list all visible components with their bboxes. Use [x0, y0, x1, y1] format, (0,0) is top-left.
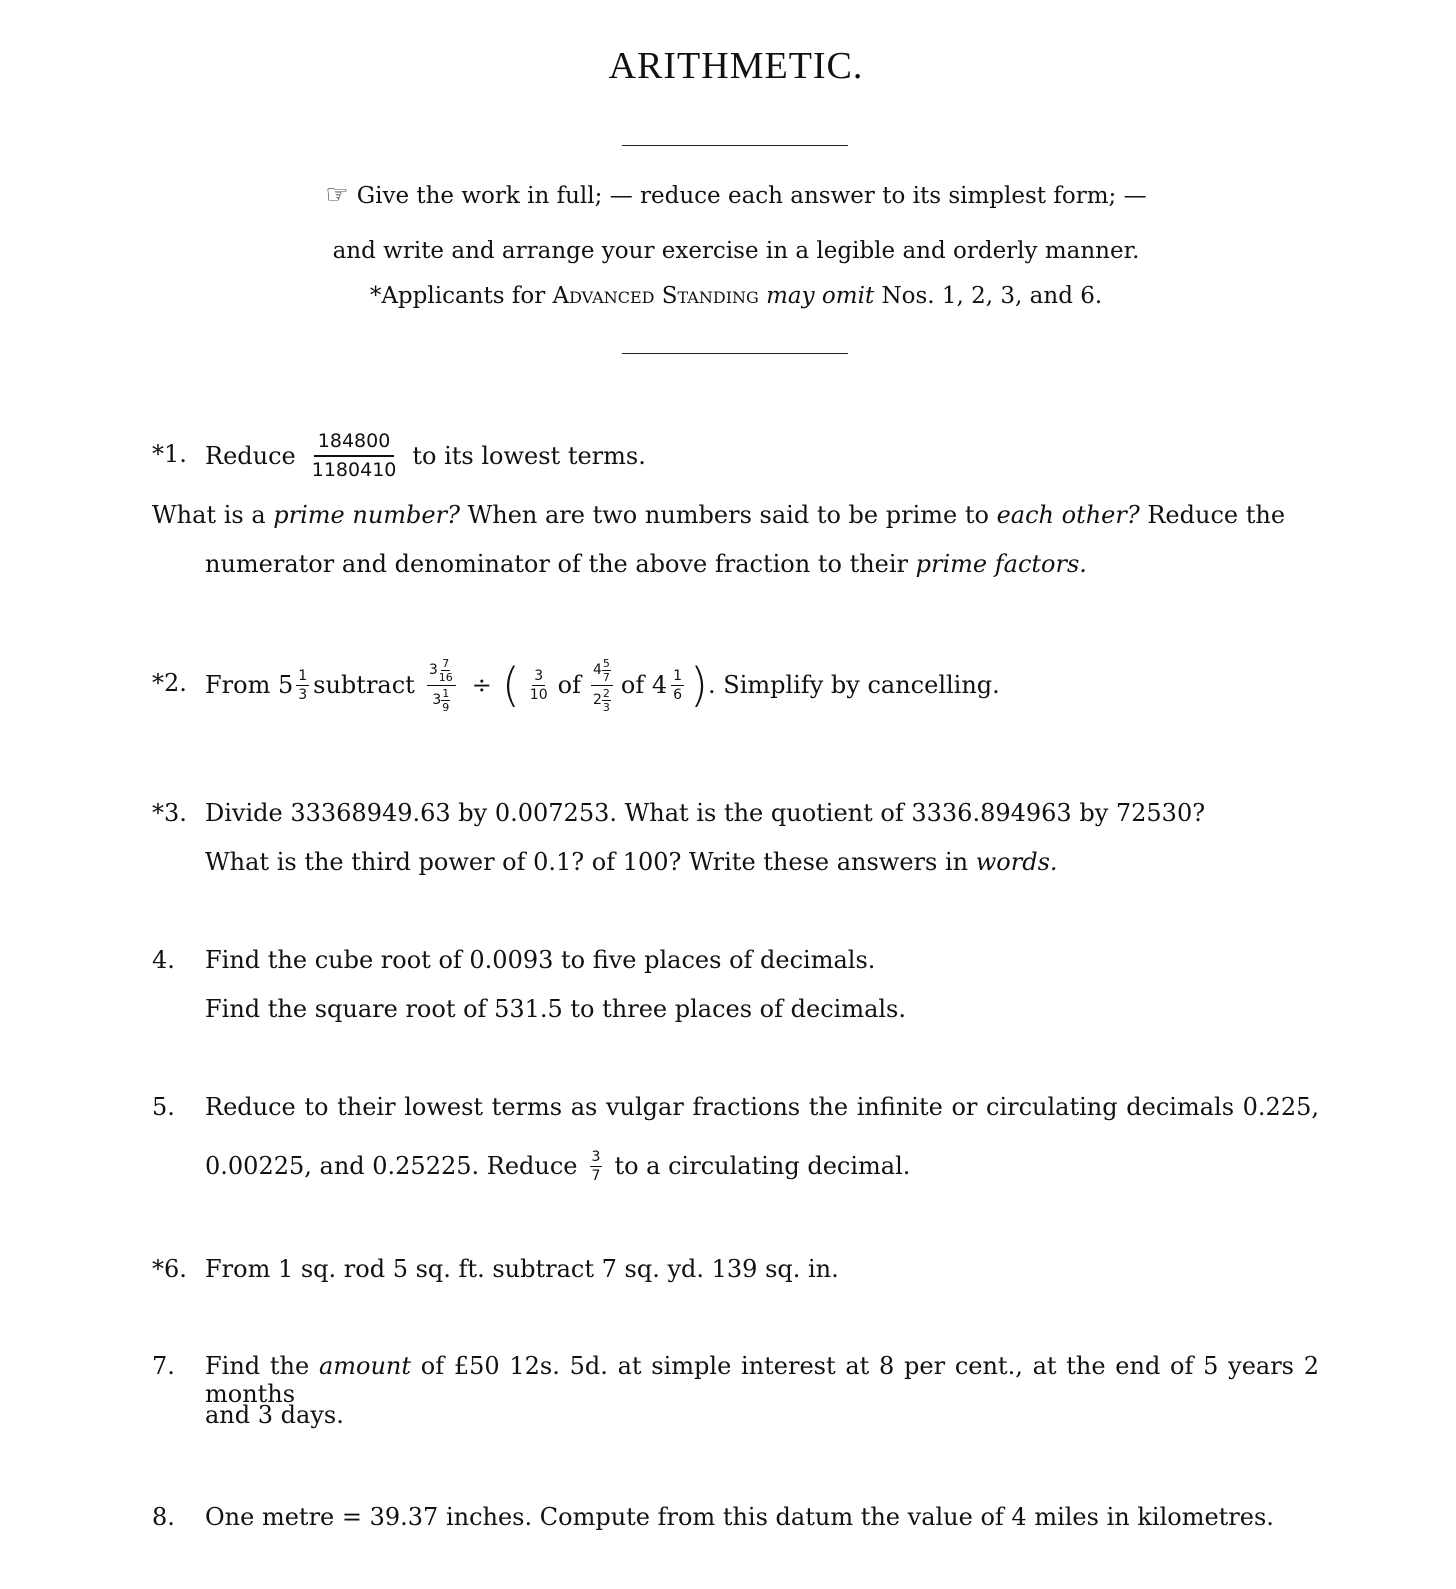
q2-a-whole: 3: [428, 662, 438, 678]
q2-f1-num: 1: [298, 667, 308, 684]
question-4-number: 4.: [152, 946, 175, 974]
q7-pre: Find the: [205, 1352, 319, 1380]
q1-fraction: [308, 432, 401, 480]
question-8-line: One metre = 39.37 inches. Compute from this datum the value of 4 miles in kilometres.: [205, 1503, 1274, 1531]
q2-g-den: 10: [529, 686, 548, 703]
q1-para-a: What is a: [152, 501, 274, 529]
q2-left-paren: (: [501, 658, 520, 712]
q1-each-other: each other?: [996, 501, 1140, 529]
q5-post-text: to a circulating decimal.: [614, 1152, 911, 1180]
q2-post-text: . Simplify by cancelling.: [708, 671, 1000, 699]
q2-cf1-numerator: [427, 658, 456, 686]
q2-cf2-denominator: [591, 686, 613, 713]
pointing-hand-icon: ☞: [325, 180, 349, 210]
top-rule: [622, 145, 848, 146]
q2-subtract-text: subtract: [313, 671, 415, 699]
instruction-text-3b: Nos. 1, 2, 3, and 6.: [874, 283, 1103, 309]
q3-words: words.: [975, 848, 1058, 876]
q5-line2-text: 0.00225, and 0.25225. Reduce: [205, 1152, 578, 1180]
question-7-number: 7.: [152, 1352, 175, 1380]
q2-b-num: 1: [442, 686, 450, 700]
q1-numerator: 184800: [314, 432, 395, 457]
q1-para-f: numerator and denominator of the above fraction to their: [205, 550, 916, 578]
question-6-line: From 1 sq. rod 5 sq. ft. subtract 7 sq. yd. 139 sq. in.: [205, 1255, 839, 1283]
q2-e-whole: 2: [592, 692, 602, 708]
q7-post: of £50 12s. 5d. at simple interest at 8 per cent., at the end of 5 years 2 months: [205, 1352, 1320, 1408]
q1-prime-number: prime number?: [273, 501, 460, 529]
q2-fraction-three-tenths: [528, 669, 550, 702]
question-3-number: *3.: [152, 799, 187, 827]
q2-c-whole: 4: [592, 662, 602, 678]
question-4-line-1: Find the cube root of 0.0093 to five places of decimals.: [205, 946, 876, 974]
q1-post-text: to its lowest terms.: [412, 442, 646, 470]
q2-complex-fraction-2: [591, 658, 613, 713]
q1-prime-factors: prime factors.: [915, 550, 1087, 578]
q1-para-c: When are two numbers said to be prime to: [459, 501, 997, 529]
q2-e-num: 2: [602, 686, 610, 700]
q1-para-e: Reduce the: [1139, 501, 1286, 529]
q2-g-num: 3: [534, 667, 544, 684]
q2-fraction-one-sixth: [671, 669, 684, 702]
question-1-number: *1.: [152, 440, 187, 468]
advanced-standing-label: Advanced Standing: [552, 283, 759, 309]
q2-right-paren: ): [690, 658, 708, 712]
bottom-rule: [622, 353, 848, 354]
question-2-line: [205, 645, 1000, 725]
q2-f1-den: 3: [298, 686, 308, 703]
q2-complex-fraction-1: [427, 658, 456, 713]
question-5-line-2: [205, 1136, 910, 1196]
question-7-line-2: and 3 days.: [205, 1401, 344, 1429]
instruction-line-2: and write and arrange your exercise in a legible and orderly manner.: [332, 238, 1140, 264]
q1-denominator: 1180410: [311, 459, 397, 481]
q2-h-num: 1: [673, 667, 683, 684]
q2-of-text-1: of: [557, 671, 581, 699]
q2-cf2-numerator: [591, 658, 613, 686]
q3-line2-text: What is the third power of 0.1? of 100? Write these answers in: [205, 848, 976, 876]
page-title: ARITHMETIC.: [608, 45, 864, 87]
q2-of-text-2: of 4: [620, 671, 668, 699]
instruction-line-1: [0, 180, 1456, 210]
question-3-line-2: [205, 848, 1058, 876]
q2-fraction-one-third: [296, 669, 309, 702]
q2-a-num: 7: [442, 656, 450, 670]
instruction-line-3: [0, 283, 1456, 309]
q1-para-line-2: [152, 540, 1319, 589]
q2-b-whole: 3: [432, 692, 442, 708]
q2-divide-sign: ÷: [471, 671, 492, 699]
q5-den: 7: [591, 1167, 601, 1184]
q2-cf1-denominator: [430, 686, 452, 713]
q2-e-den: 3: [602, 700, 610, 714]
q2-b-den: 9: [442, 700, 450, 714]
q2-a-den: 16: [438, 670, 453, 684]
question-6-number: *6.: [152, 1255, 187, 1283]
q2-h-den: 6: [673, 686, 683, 703]
question-5-line-1: Reduce to their lowest terms as vulgar fractions the infinite or circulating decimals 0.225,: [205, 1093, 1319, 1121]
q5-num: 3: [591, 1148, 601, 1165]
question-3-line-1: Divide 33368949.63 by 0.007253. What is the quotient of 3336.894963 by 72530?: [205, 799, 1206, 827]
q5-fraction-three-sevenths: [590, 1150, 603, 1183]
instruction-text-3a: *Applicants for: [369, 283, 553, 309]
question-5-number: 5.: [152, 1093, 175, 1121]
question-4-line-2: Find the square root of 531.5 to three places of decimals.: [205, 995, 907, 1023]
q2-c-den: 7: [602, 670, 610, 684]
q2-c-num: 5: [602, 656, 610, 670]
question-8-number: 8.: [152, 1503, 175, 1531]
question-1-line-1: [205, 424, 646, 488]
may-omit-text: may omit: [766, 283, 875, 309]
question-1-paragraph: [152, 491, 1319, 589]
instruction-text-1: Give the work in full; — reduce each answer to its simplest form; —: [356, 183, 1147, 209]
q1-reduce-text: Reduce: [205, 442, 296, 470]
q2-from-text: From 5: [205, 671, 294, 699]
q7-amount: amount: [318, 1352, 412, 1380]
question-2-number: *2.: [152, 669, 187, 697]
question-7-line-1: [205, 1352, 1319, 1408]
